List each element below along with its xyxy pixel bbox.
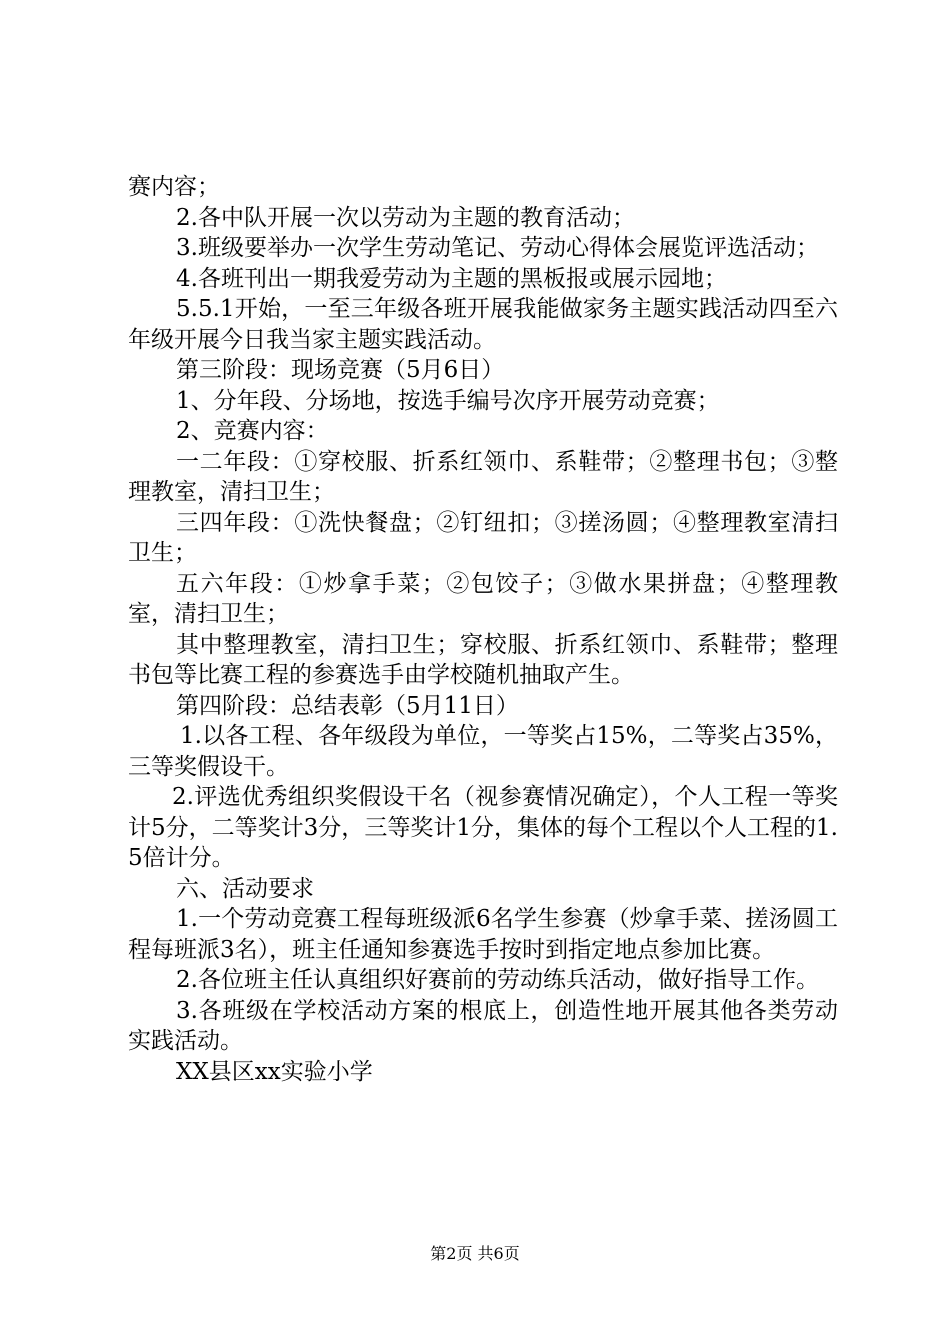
paragraph-item-5: 5.5.1开始，一至三年级各班开展我能做家务主题实践活动四至六年级开展今日我当家主题实践活动。 xyxy=(128,296,838,353)
paragraph-stage-3-item-2: 2、竞赛内容： xyxy=(176,418,329,444)
paragraph-grade-3-4: 三四年段：①洗快餐盘；②钉纽扣；③搓汤圆；④整理教室清扫卫生； xyxy=(128,509,838,566)
paragraph-grade-5-6: 五六年段：①炒拿手菜；②包饺子；③做水果拼盘；④整理教室，清扫卫生； xyxy=(128,570,838,627)
paragraph-grade-1-2: 一二年段：①穿校服、折系红领巾、系鞋带；②整理书包；③整理教室，清扫卫生； xyxy=(128,448,838,505)
signature-school-name: XX县区xx实验小学 xyxy=(176,1058,373,1085)
section-heading-stage-4: 第四阶段：总结表彰（5月11日） xyxy=(176,692,519,719)
paragraph-stage-4-item-2: 2.评选优秀组织奖假设干名（视参赛情况确定），个人工程一等奖计5分，二等奖计3分，三等奖计1分，集体的每个工程以个人工程的1.5倍计分。 xyxy=(128,784,838,871)
section-heading-stage-3: 第三阶段：现场竞赛（5月6日） xyxy=(176,357,505,383)
document-body xyxy=(128,172,838,1087)
paragraph-requirement-1: 1.一个劳动竞赛工程每班级派6名学生参赛（炒拿手菜、搓汤圆工程每班派3名），班主任通知参赛选手按时到指定地点参加比赛。 xyxy=(128,906,838,963)
section-heading-requirements: 六、活动要求 xyxy=(176,875,314,902)
paragraph-stage-3-item-1: 1、分年段、分场地，按选手编号次序开展劳动竞赛； xyxy=(176,387,720,414)
paragraph-continuation: 赛内容； xyxy=(128,174,220,200)
page-number-footer: 第2页 共6页 xyxy=(430,1244,520,1263)
paragraph-requirement-2: 2.各位班主任认真组织好赛前的劳动练兵活动，做好指导工作。 xyxy=(176,967,819,993)
paragraph-requirement-3: 3.各班级在学校活动方案的根底上，创造性地开展其他各类劳动实践活动。 xyxy=(128,997,838,1054)
paragraph-selection-note: 其中整理教室，清扫卫生；穿校服、折系红领巾、系鞋带；整理书包等比赛工程的参赛选手由学校随机抽取产生。 xyxy=(128,631,838,688)
paragraph-item-3: 3.班级要举办一次学生劳动笔记、劳动心得体会展览评选活动； xyxy=(176,235,819,261)
paragraph-item-2: 2.各中队开展一次以劳动为主题的教育活动； xyxy=(176,204,635,231)
paragraph-stage-4-item-1: 1.以各工程、各年级段为单位，一等奖占15%，二等奖占35%，三等奖假设干。 xyxy=(128,723,838,780)
paragraph-item-4: 4.各班刊出一期我爱劳动为主题的黑板报或展示园地； xyxy=(176,265,727,292)
